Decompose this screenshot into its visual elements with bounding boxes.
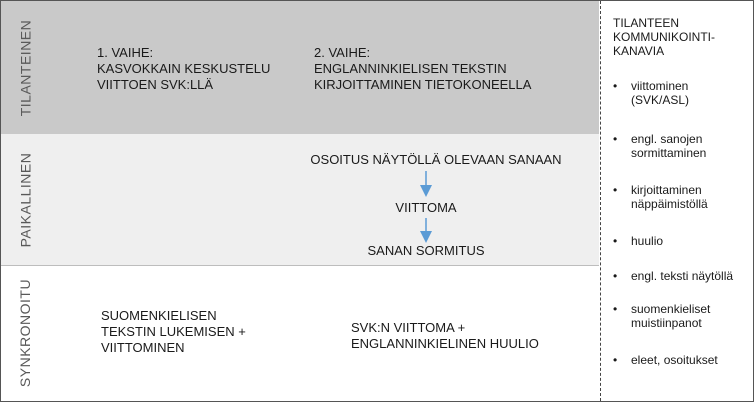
row-label-text: PAIKALLINEN <box>17 152 34 247</box>
flow-step-sign: VIITTOMA <box>395 200 457 215</box>
stage2-text: 2. VAIHE: ENGLANNINKIELISEN TEKSTIN KIRJOITTAMINEN TIETOKONEELLA <box>314 45 532 92</box>
flow-step-pointing: OSOITUS NÄYTÖLLÄ OLEVAAN SANAAN <box>310 152 562 167</box>
flow-step-fingerspelling: SANAN SORMITUS <box>367 243 485 258</box>
row-label-text: SYNKRONOITU <box>17 278 33 388</box>
stage1-text: 1. VAIHE: KASVOKKAIN KESKUSTELU VIITTOEN SVK:LLÄ <box>97 45 271 92</box>
diagram-frame: TILANTEINEN PAIKALLINEN SYNKRONOITU 1. VAIHE: KASVOKKAIN KESKUSTELU VIITTOEN SVK:LLÄ 2. VAIHE: ENGLANNINKIELISEN TEKSTIN KIRJOITTAMINEN TIETOKONEELLA OSOITUS NÄYTÖLLÄ OLEVAAN SANAAN VIITTOMA SANAN SORMITUS SUOMENKIELISEN TEKSTIN LUKEMISEN + VIITTOMINEN SVK:N VIITTOMA + ENGLANNINKIELINEN HUULIO TILANTEEN KOMMUNIKOINTI- KANAVIA • viittominen (SVK/ASL) • engl. sanojen sormittaminen • kirjoittaminen näppäimistöllä • huulio • engl. teksti näytöllä • suomenkieliset muistiinpanot • eleet, osoitukset <box>0 0 754 402</box>
column-divider <box>600 1 601 401</box>
sync-left-text: SUOMENKIELISEN TEKSTIN LUKEMISEN + VIITTOMINEN <box>101 308 246 355</box>
sync-right-text: SVK:N VIITTOMA + ENGLANNINKIELINEN HUULIO <box>351 320 539 351</box>
channels-title: TILANTEEN KOMMUNIKOINTI- KANAVIA <box>613 16 715 58</box>
row-label-text: TILANTEINEN <box>17 19 34 116</box>
